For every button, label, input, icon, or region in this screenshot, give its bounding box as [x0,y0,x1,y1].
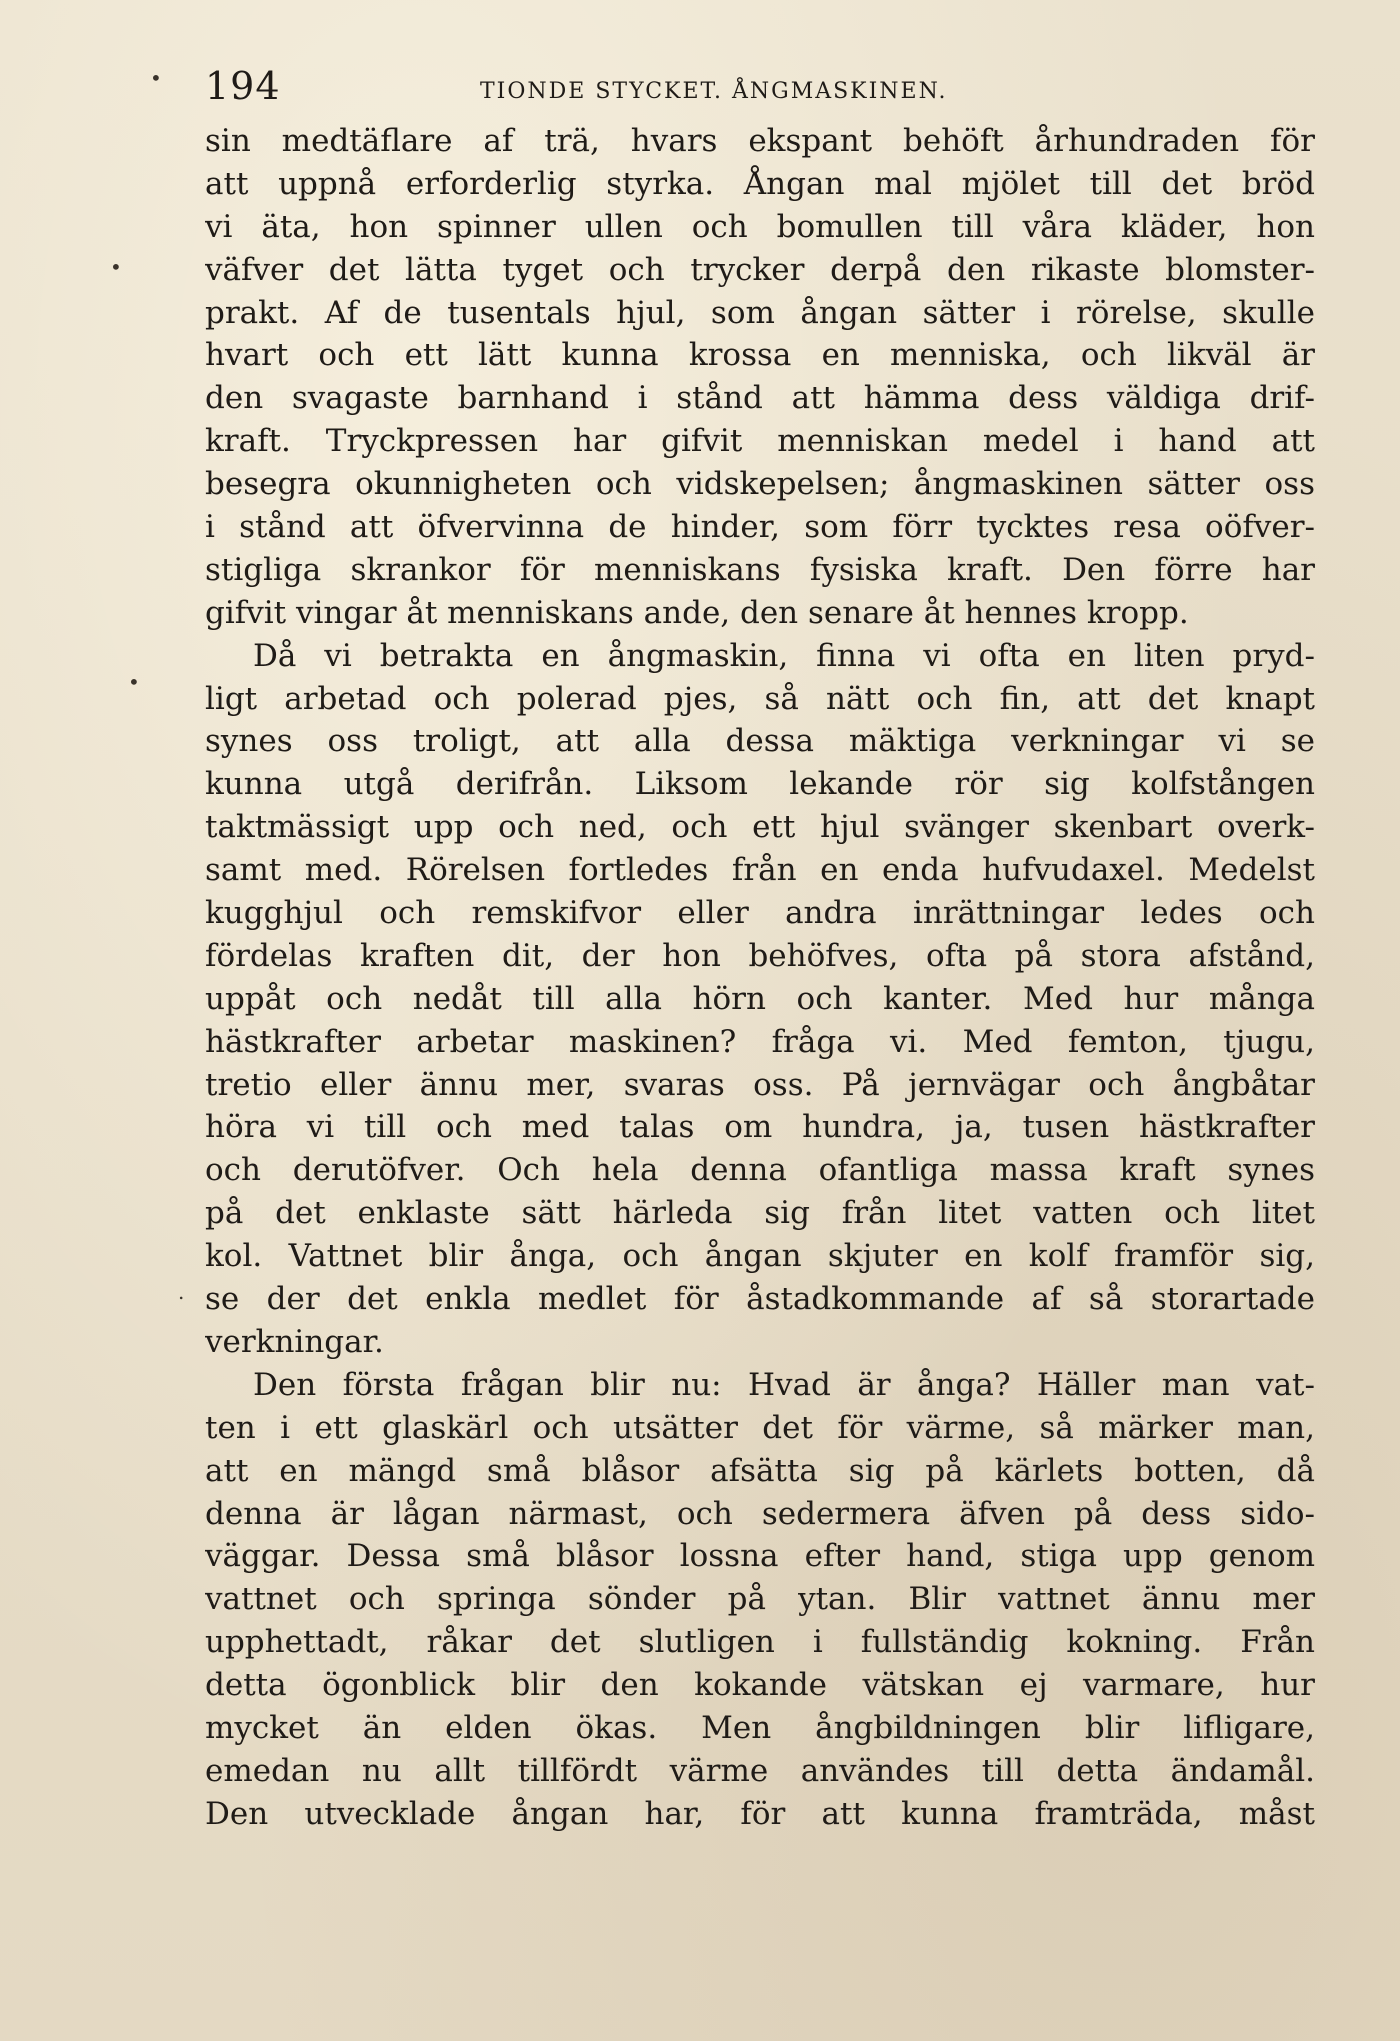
text-line: att en mängd små blåsor afsätta sig på kärlets botten, då [205,1452,1315,1489]
text-line: på det enklaste sätt härleda sig från litet vatten och litet [205,1195,1315,1232]
text-line: Den första frågan blir nu: Hvad är ånga? Häller man vat- [253,1366,1315,1403]
text-line: samt med. Rörelsen fortledes från en enda hufvudaxel. Medelst [205,852,1315,889]
text-line: höra vi till och med talas om hundra, ja, tusen hästkrafter [205,1109,1315,1146]
text-line: kraft. Tryckpressen har gifvit menniskan medel i hand att [205,423,1315,460]
margin-mark: • [110,255,122,279]
text-line: uppåt och nedåt till alla hörn och kanter. Med hur många [205,980,1315,1017]
text-line: ten i ett glaskärl och utsätter det för värme, så märker man, [205,1409,1315,1446]
margin-mark: • [150,66,162,90]
text-line: sin medtäflare af trä, hvars ekspant behöft århundraden för [205,123,1315,159]
running-title: TIONDE STYCKET. ÅNGMASKINEN. [480,79,948,104]
text-line: besegra okunnigheten och vidskepelsen; ångmaskinen sätter oss [205,466,1315,503]
text-line: och derutöfver. Och hela denna ofantliga massa kraft synes [205,1152,1315,1189]
text-line: väfver det lätta tyget och trycker derpå den rikaste blomster- [205,251,1315,288]
text-line: verkningar. [205,1323,384,1360]
text-line: stigliga skrankor för menniskans fysiska kraft. Den förre har [205,551,1315,588]
text-line: se der det enkla medlet för åstadkommande af så storartade [205,1281,1315,1318]
text-line: kugghjul och remskifvor eller andra inrättningar ledes och [205,895,1315,932]
text-line: kol. Vattnet blir ånga, och ångan skjuter en kolf framför sig, [205,1238,1315,1275]
text-line: upphettadt, råkar det slutligen i fullständig kokning. Från [205,1624,1315,1661]
text-line: tretio eller ännu mer, svaras oss. På jernvägar och ångbåtar [205,1066,1315,1103]
text-line: kunna utgå derifrån. Liksom lekande rör sig kolfstången [205,766,1315,803]
text-line: hästkrafter arbetar maskinen? fråga vi. Med femton, tjugu, [205,1023,1315,1060]
text-line: hvart och ett lätt kunna krossa en menniska, och likväl är [205,337,1315,374]
text-line: ligt arbetad och polerad pjes, så nätt och fin, att det knapt [205,680,1315,717]
text-line: prakt. Af de tusentals hjul, som ångan sätter i rörelse, skulle [205,294,1315,331]
text-line: väggar. Dessa små blåsor lossna efter hand, stiga upp genom [205,1538,1315,1575]
text-line: Då vi betrakta en ångmaskin, finna vi ofta en liten pryd- [253,637,1315,674]
text-line: denna är lågan närmast, och sedermera äfven på dess sido- [205,1495,1315,1532]
page-number: 194 [205,64,281,108]
text-line: att uppnå erforderlig styrka. Ångan mal mjölet till det bröd [205,165,1315,202]
text-line: synes oss troligt, att alla dessa mäktiga verkningar vi se [205,723,1315,760]
margin-mark: . [178,1280,185,1304]
text-line: detta ögonblick blir den kokande vätskan ej varmare, hur [205,1667,1315,1704]
text-line: emedan nu allt tillfördt värme användes till detta ändamål. [205,1752,1315,1789]
text-line: den svagaste barnhand i stånd att hämma dess väldiga drif- [205,380,1315,417]
text-line: gifvit vingar åt menniskans ande, den senare åt hennes kropp. [205,594,1189,631]
text-line: Den utvecklade ångan har, för att kunna framträda, måst [205,1795,1315,1832]
text-line: taktmässigt upp och ned, och ett hjul svänger skenbart overk- [205,809,1315,846]
text-line: vi äta, hon spinner ullen och bomullen till våra kläder, hon [205,208,1315,245]
margin-mark: • [128,670,140,694]
text-line: fördelas kraften dit, der hon behöfves, ofta på stora afstånd, [205,937,1315,974]
text-line: i stånd att öfvervinna de hinder, som förr tycktes resa oöfver- [205,509,1315,546]
page-header [205,58,1315,114]
text-line: mycket än elden ökas. Men ångbildningen blir lifligare, [205,1709,1315,1746]
body-text [205,120,1315,1836]
text-line: vattnet och springa sönder på ytan. Blir vattnet ännu mer [205,1581,1315,1618]
